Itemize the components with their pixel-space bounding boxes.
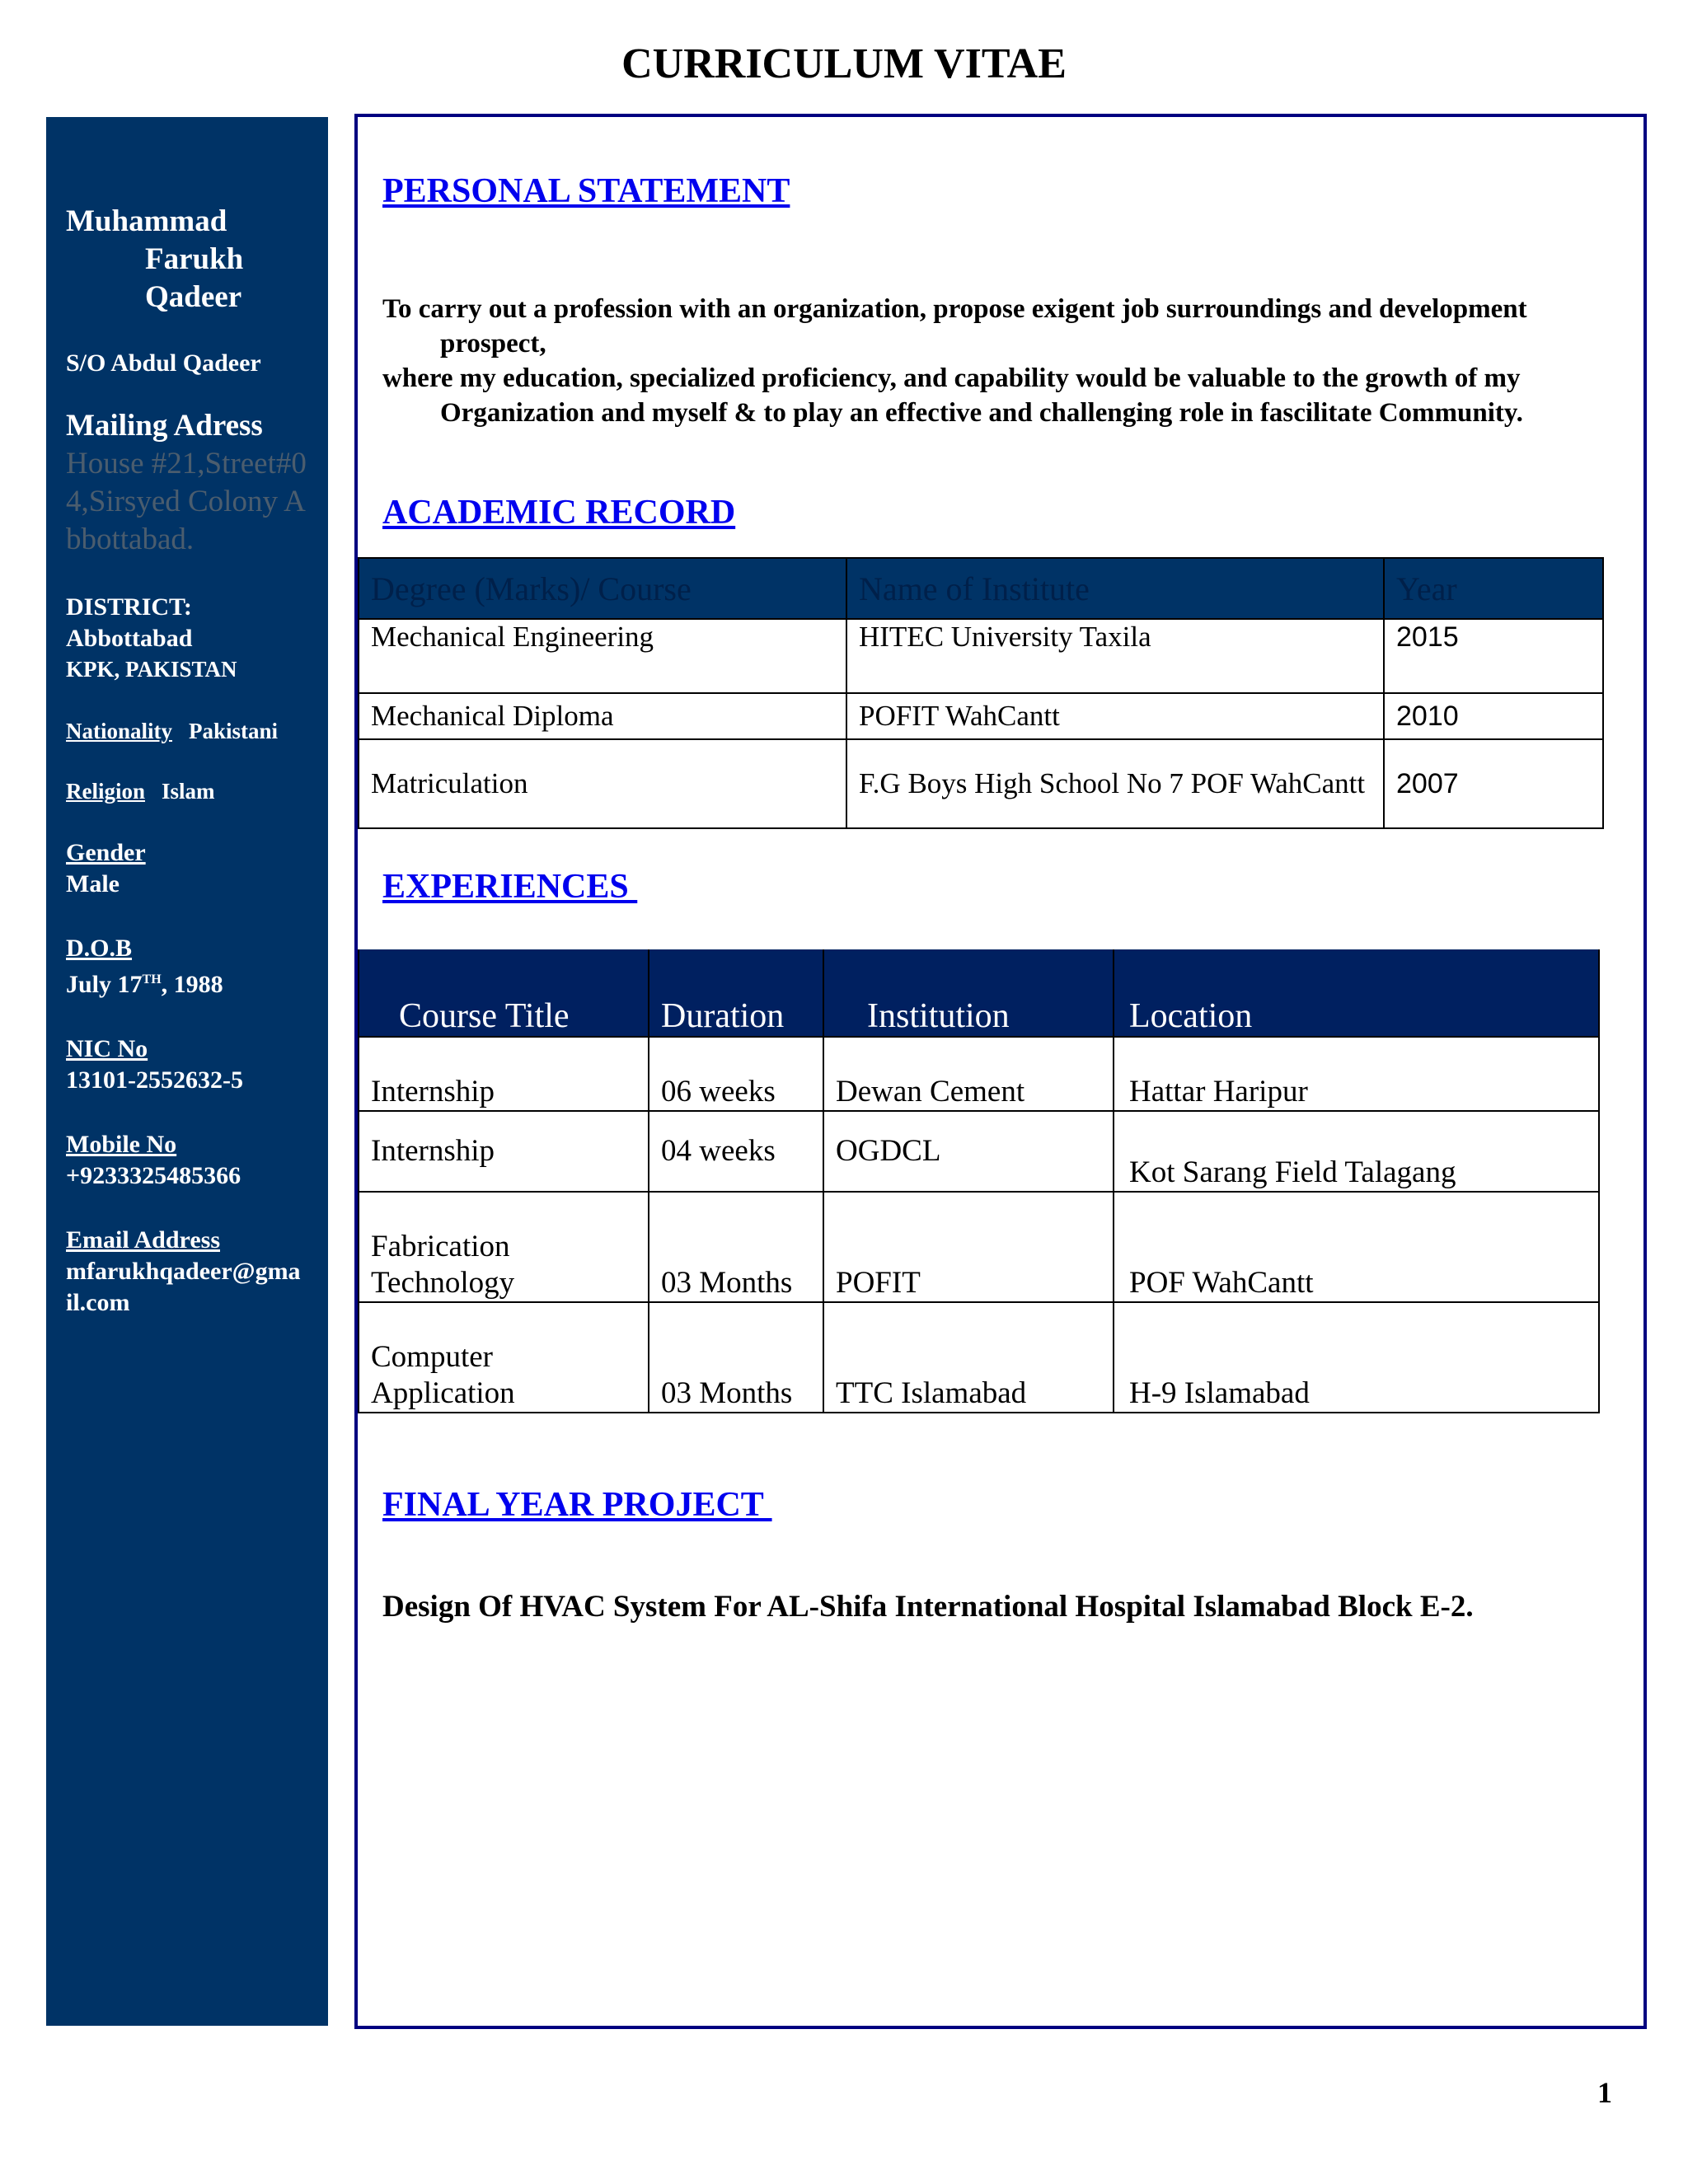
table-cell: 2010 bbox=[1384, 693, 1603, 739]
name-line-1: Muhammad bbox=[66, 204, 227, 238]
nationality-value: Pakistani bbox=[189, 719, 279, 743]
table-cell: Internship bbox=[359, 1037, 649, 1111]
district-value: Abbottabad bbox=[66, 625, 193, 652]
table-cell: Internship bbox=[359, 1111, 649, 1192]
email-label: Email Address bbox=[66, 1226, 220, 1254]
column-header: Degree (Marks)/ Course bbox=[359, 558, 846, 619]
religion-label: Religion bbox=[66, 779, 146, 804]
experiences-table bbox=[358, 949, 1600, 1413]
mobile-value: +9233325485366 bbox=[66, 1162, 241, 1189]
dob-label: D.O.B bbox=[66, 935, 133, 962]
dob-suffix: TH bbox=[142, 972, 162, 987]
statement-line-2: where my education, specialized proficiency, and capability would be valuable to the growth of my Organization and myself & to play an effective and challenging role in fascilitate Community. bbox=[382, 363, 1523, 428]
district-block bbox=[66, 592, 307, 684]
nationality-row bbox=[66, 719, 307, 744]
table-cell: Mechanical Diploma bbox=[359, 693, 846, 739]
table-cell: 03 Months bbox=[649, 1302, 823, 1413]
table-cell: 2015 bbox=[1384, 619, 1603, 693]
table-cell: HITEC University Taxila bbox=[846, 619, 1384, 693]
final-year-project-text: Design Of HVAC System For AL-Shifa International Hospital Islamabad Block E-2. bbox=[382, 1590, 1474, 1624]
column-header: Name of Institute bbox=[846, 558, 1384, 619]
candidate-name bbox=[66, 203, 307, 316]
table-cell: Matriculation bbox=[359, 739, 846, 828]
dob-year: , 1988 bbox=[161, 971, 223, 998]
table-cell: TTC Islamabad bbox=[823, 1302, 1114, 1413]
dob-day: July 17 bbox=[66, 971, 143, 998]
dob-value bbox=[66, 964, 307, 1001]
gender-value: Male bbox=[66, 870, 120, 898]
column-header: Duration bbox=[649, 949, 823, 1037]
table-header-row bbox=[359, 558, 1603, 619]
personal-info-sidebar bbox=[46, 117, 328, 2026]
table-cell: F.G Boys High School No 7 POF WahCantt bbox=[846, 739, 1384, 828]
district-label: DISTRICT: bbox=[66, 593, 192, 621]
table-row bbox=[359, 1111, 1599, 1192]
gender-label: Gender bbox=[66, 839, 146, 866]
table-cell: Dewan Cement bbox=[823, 1037, 1114, 1111]
final-year-project-heading: FINAL YEAR PROJECT bbox=[382, 1486, 772, 1524]
personal-statement-heading: PERSONAL STATEMENT bbox=[382, 172, 790, 210]
table-cell: Fabrication Technology bbox=[359, 1192, 649, 1302]
table-cell: OGDCL bbox=[823, 1111, 1114, 1192]
nic-label: NIC No bbox=[66, 1035, 148, 1062]
table-cell: Mechanical Engineering bbox=[359, 619, 846, 693]
table-row bbox=[359, 1302, 1599, 1413]
column-header: Year bbox=[1384, 558, 1603, 619]
mailing-address: House #21,Street#04,Sirsyed Colony Abbottabad. bbox=[66, 447, 307, 556]
dob-block bbox=[66, 933, 307, 1001]
email-block bbox=[66, 1225, 307, 1319]
table-cell: 06 weeks bbox=[649, 1037, 823, 1111]
table-cell: H-9 Islamabad bbox=[1114, 1302, 1599, 1413]
experiences-heading: EXPERIENCES bbox=[382, 868, 638, 906]
main-content-frame bbox=[354, 114, 1647, 2029]
column-header: Course Title bbox=[359, 949, 649, 1037]
table-cell: POFIT bbox=[823, 1192, 1114, 1302]
mobile-block bbox=[66, 1129, 307, 1192]
son-of: S/O Abdul Qadeer bbox=[66, 349, 261, 377]
table-cell: Kot Sarang Field Talagang bbox=[1114, 1111, 1599, 1192]
table-header-row bbox=[359, 949, 1599, 1037]
table-row bbox=[359, 693, 1603, 739]
column-header: Location bbox=[1114, 949, 1599, 1037]
nationality-label: Nationality bbox=[66, 719, 173, 743]
academic-record-table bbox=[358, 557, 1604, 829]
name-line-2: Farukh bbox=[145, 242, 244, 276]
table-cell: 2007 bbox=[1384, 739, 1603, 828]
table-cell: POF WahCantt bbox=[1114, 1192, 1599, 1302]
academic-record-heading: ACADEMIC RECORD bbox=[382, 494, 736, 532]
statement-line-1: To carry out a profession with an organization, propose exigent job surroundings and development prospect, bbox=[382, 294, 1527, 359]
table-row bbox=[359, 619, 1603, 693]
table-row bbox=[359, 1192, 1599, 1302]
table-cell: 04 weeks bbox=[649, 1111, 823, 1192]
table-row bbox=[359, 739, 1603, 828]
table-cell: Computer Application bbox=[359, 1302, 649, 1413]
email-value: mfarukhqadeer@gmail.com bbox=[66, 1258, 301, 1316]
table-cell: POFIT WahCantt bbox=[846, 693, 1384, 739]
province: KPK, PAKISTAN bbox=[66, 657, 237, 682]
mobile-label: Mobile No bbox=[66, 1131, 177, 1158]
mailing-address-heading: Mailing Adress bbox=[66, 409, 263, 443]
personal-statement-text bbox=[382, 292, 1619, 430]
nic-block bbox=[66, 1033, 307, 1096]
religion-row bbox=[66, 779, 307, 804]
table-cell: 03 Months bbox=[649, 1192, 823, 1302]
page-number: 1 bbox=[1597, 2076, 1612, 2109]
nic-value: 13101-2552632-5 bbox=[66, 1066, 243, 1094]
document-title: CURRICULUM VITAE bbox=[621, 40, 1067, 87]
table-cell: Hattar Haripur bbox=[1114, 1037, 1599, 1111]
religion-value: Islam bbox=[162, 779, 215, 804]
column-header: Institution bbox=[823, 949, 1114, 1037]
name-line-3: Qadeer bbox=[145, 280, 242, 314]
table-row bbox=[359, 1037, 1599, 1111]
gender-block bbox=[66, 837, 307, 900]
